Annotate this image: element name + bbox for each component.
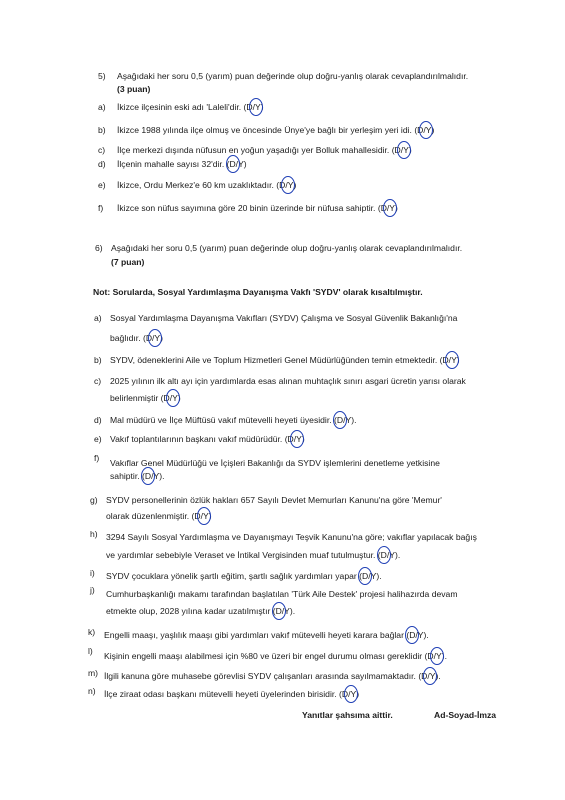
q5-item-a [117, 102, 264, 112]
q6-item-text: etmekte olup, 2028 yılına kadar uzatılmıştır [106, 606, 271, 616]
q6-item-h-line1: 3294 Sayılı Sosyal Yardımlaşma ve Dayanışmayı Teşvik Kanunu'na göre; vakıflar yapılacak bağış [106, 532, 477, 542]
answer-choice[interactable]: (D/Y) [339, 689, 359, 699]
q6-item-label: l) [88, 646, 93, 656]
q6-item-label: m) [88, 668, 99, 678]
q6-item-text: belirlenmiştir [110, 393, 159, 403]
answer-choice[interactable]: (D/Y). [359, 571, 381, 581]
answer-choice[interactable]: (D/Y) [392, 145, 412, 155]
q5-item-text: İkizce 1988 yılında ilçe olmuş ve öncesinde Ünye'ye bağlı bir yerleşim yeri idi. [117, 125, 412, 135]
signature-label: Ad-Soyad-İmza [434, 710, 497, 720]
q6-item-label: a) [94, 313, 102, 323]
q6-item-label: g) [90, 495, 98, 505]
answer-choice[interactable]: (D/Y). [378, 550, 400, 560]
q6-item-c-line2 [110, 393, 181, 403]
answer-choice[interactable]: (D/Y). [425, 651, 447, 661]
answer-choice[interactable]: (D/Y) [227, 159, 247, 169]
q6-item-c-line1: 2025 yılının ilk altı ayı için yardımlarda esas alınan muhtaçlık sınırı asgari ücretin yarısı olarak [110, 376, 466, 386]
q6-item-text: SYDV çocuklara yönelik şartlı eğitim, şartlı sağlık yardımları yapar [106, 571, 357, 581]
question-5-prompt: Aşağıdaki her soru 0,5 (yarım) puan değerinde olup doğru-yanlış olarak cevaplandırılmalıdır. [117, 71, 469, 81]
q5-item-label: c) [98, 145, 106, 155]
q6-item-b [110, 355, 460, 365]
answer-choice[interactable]: (D/Y). [334, 415, 356, 425]
q5-item-label: d) [98, 159, 106, 169]
q6-item-h-line2 [106, 550, 400, 560]
q6-item-label: h) [90, 529, 98, 539]
q5-item-label: e) [98, 180, 106, 190]
q6-item-label: k) [88, 627, 96, 637]
answer-choice[interactable]: (D/Y). [418, 671, 440, 681]
answer-choice[interactable]: (D/Y) [143, 333, 163, 343]
q5-item-text: İlçe merkezi dışında nüfusun en yoğun yaşadığı yer Bolluk mahallesidir. [117, 145, 390, 155]
q6-item-j-line2 [106, 606, 295, 616]
answer-choice[interactable]: (D/Y). [406, 630, 428, 640]
q6-item-text: Mal müdürü ve İlçe Müftüsü vakıf mütevelli heyeti üyesidir. [110, 415, 332, 425]
question-6-prompt: Aşağıdaki her soru 0,5 (yarım) puan değerinde olup doğru-yanlış olarak cevaplandırılmalıdır. [111, 243, 463, 253]
q6-item-text: bağlıdır. [110, 333, 141, 343]
q6-item-text: Engelli maaşı, yaşlılık maaşı gibi yardımları vakıf mütevelli heyeti karara bağlar [104, 630, 404, 640]
q6-item-j-line1: Cumhurbaşkanlığı makamı tarafından başlatılan 'Türk Aile Destek' projesi halihazırda devam [106, 589, 458, 599]
q6-item-f-line1: Vakıflar Genel Müdürlüğü ve İçişleri Bakanlığı da SYDV işlemlerini denetleme yetkisine [110, 458, 440, 468]
answer-choice[interactable]: (D/Y) [414, 125, 434, 135]
q5-item-c [117, 145, 412, 155]
q5-item-label: b) [98, 125, 106, 135]
answer-choice[interactable]: (D/Y). [142, 471, 164, 481]
answer-choice[interactable]: (D/Y) [285, 434, 305, 444]
q6-item-d [110, 415, 356, 425]
q6-item-label: n) [88, 686, 96, 696]
answer-choice[interactable]: (D/Y) [276, 180, 296, 190]
question-6-points: (7 puan) [111, 257, 145, 267]
q5-item-label: a) [98, 102, 106, 112]
answer-choice[interactable]: (D/Y) [192, 511, 212, 521]
answer-choice[interactable]: (D/Y) [440, 355, 460, 365]
answer-choice[interactable]: (D/Y). [273, 606, 295, 616]
q5-item-d [117, 159, 247, 169]
q5-item-text: İlçenin mahalle sayısı 32'dir. [117, 159, 225, 169]
q6-item-i [106, 571, 382, 581]
q6-item-n [104, 689, 359, 699]
answer-choice[interactable]: (D/Y) [378, 203, 398, 213]
q6-item-label: b) [94, 355, 102, 365]
q6-item-label: i) [90, 568, 95, 578]
q6-item-f-line2 [110, 471, 164, 481]
q5-item-label: f) [98, 203, 104, 213]
q6-item-text: Vakıf toplantılarının başkanı vakıf müdürüdür. [110, 434, 283, 444]
q6-item-label: f) [94, 453, 100, 463]
q6-item-text: İlçe ziraat odası başkanı mütevelli heyeti üyelerinden birisidir. [104, 689, 337, 699]
q6-item-a-line1: Sosyal Yardımlaşma Dayanışma Vakıfları (SYDV) Çalışma ve Sosyal Güvenlik Bakanlığı'na [110, 313, 458, 323]
q5-item-b [117, 125, 434, 135]
q5-item-e [117, 180, 296, 190]
q6-item-text: olarak düzenlenmiştir. [106, 511, 190, 521]
q6-item-text: İlgili kanuna göre muhasebe görevlisi SYDV çalışanları arasında sayılmamaktadır. [104, 671, 416, 681]
q6-item-text: SYDV, ödeneklerini Aile ve Toplum Hizmetleri Genel Müdürlüğünden temin etmektedir. [110, 355, 438, 365]
q6-item-k [104, 630, 429, 640]
q6-item-label: e) [94, 434, 102, 444]
q6-item-l [104, 651, 447, 661]
question-6-number: 6) [95, 243, 103, 253]
q6-item-text: Kişinin engelli maaşı alabilmesi için %80 ve üzeri bir engel durumu olması gereklidir [104, 651, 423, 661]
q5-item-f [117, 203, 398, 213]
answers-ownership-note: Yanıtlar şahsıma aittir. [302, 710, 393, 720]
q6-item-a-line2 [110, 333, 163, 343]
q6-item-e [110, 434, 305, 444]
question-6-note: Not: Sorularda, Sosyal Yardımlaşma Dayanışma Vakfı 'SYDV' olarak kısaltılmıştır. [93, 287, 423, 297]
q6-item-m [104, 671, 441, 681]
question-5-points: (3 puan) [117, 84, 151, 94]
q5-item-text: İkizce son nüfus sayımına göre 20 binin üzerinde bir nüfusa sahiptir. [117, 203, 376, 213]
q6-item-label: c) [94, 376, 102, 386]
q5-item-text: İkizce ilçesinin eski adı 'Laleli'dir. [117, 102, 242, 112]
answer-choice[interactable]: (D/Y) [244, 102, 264, 112]
q6-item-text: sahiptir. [110, 471, 140, 481]
q6-item-text: ve yardımlar sebebiyle Veraset ve İntikal Vergisinden muaf tutulmuştur. [106, 550, 376, 560]
q6-item-label: d) [94, 415, 102, 425]
question-5-number: 5) [98, 71, 106, 81]
q6-item-g-line2 [106, 511, 212, 521]
q6-item-label: j) [90, 585, 95, 595]
answer-choice[interactable]: (D/Y) [161, 393, 181, 403]
q5-item-text: İkizce, Ordu Merkez'e 60 km uzaklıktadır. [117, 180, 274, 190]
q6-item-g-line1: SYDV personellerinin özlük hakları 657 Sayılı Devlet Memurları Kanunu'na göre 'Memur' [106, 495, 442, 505]
